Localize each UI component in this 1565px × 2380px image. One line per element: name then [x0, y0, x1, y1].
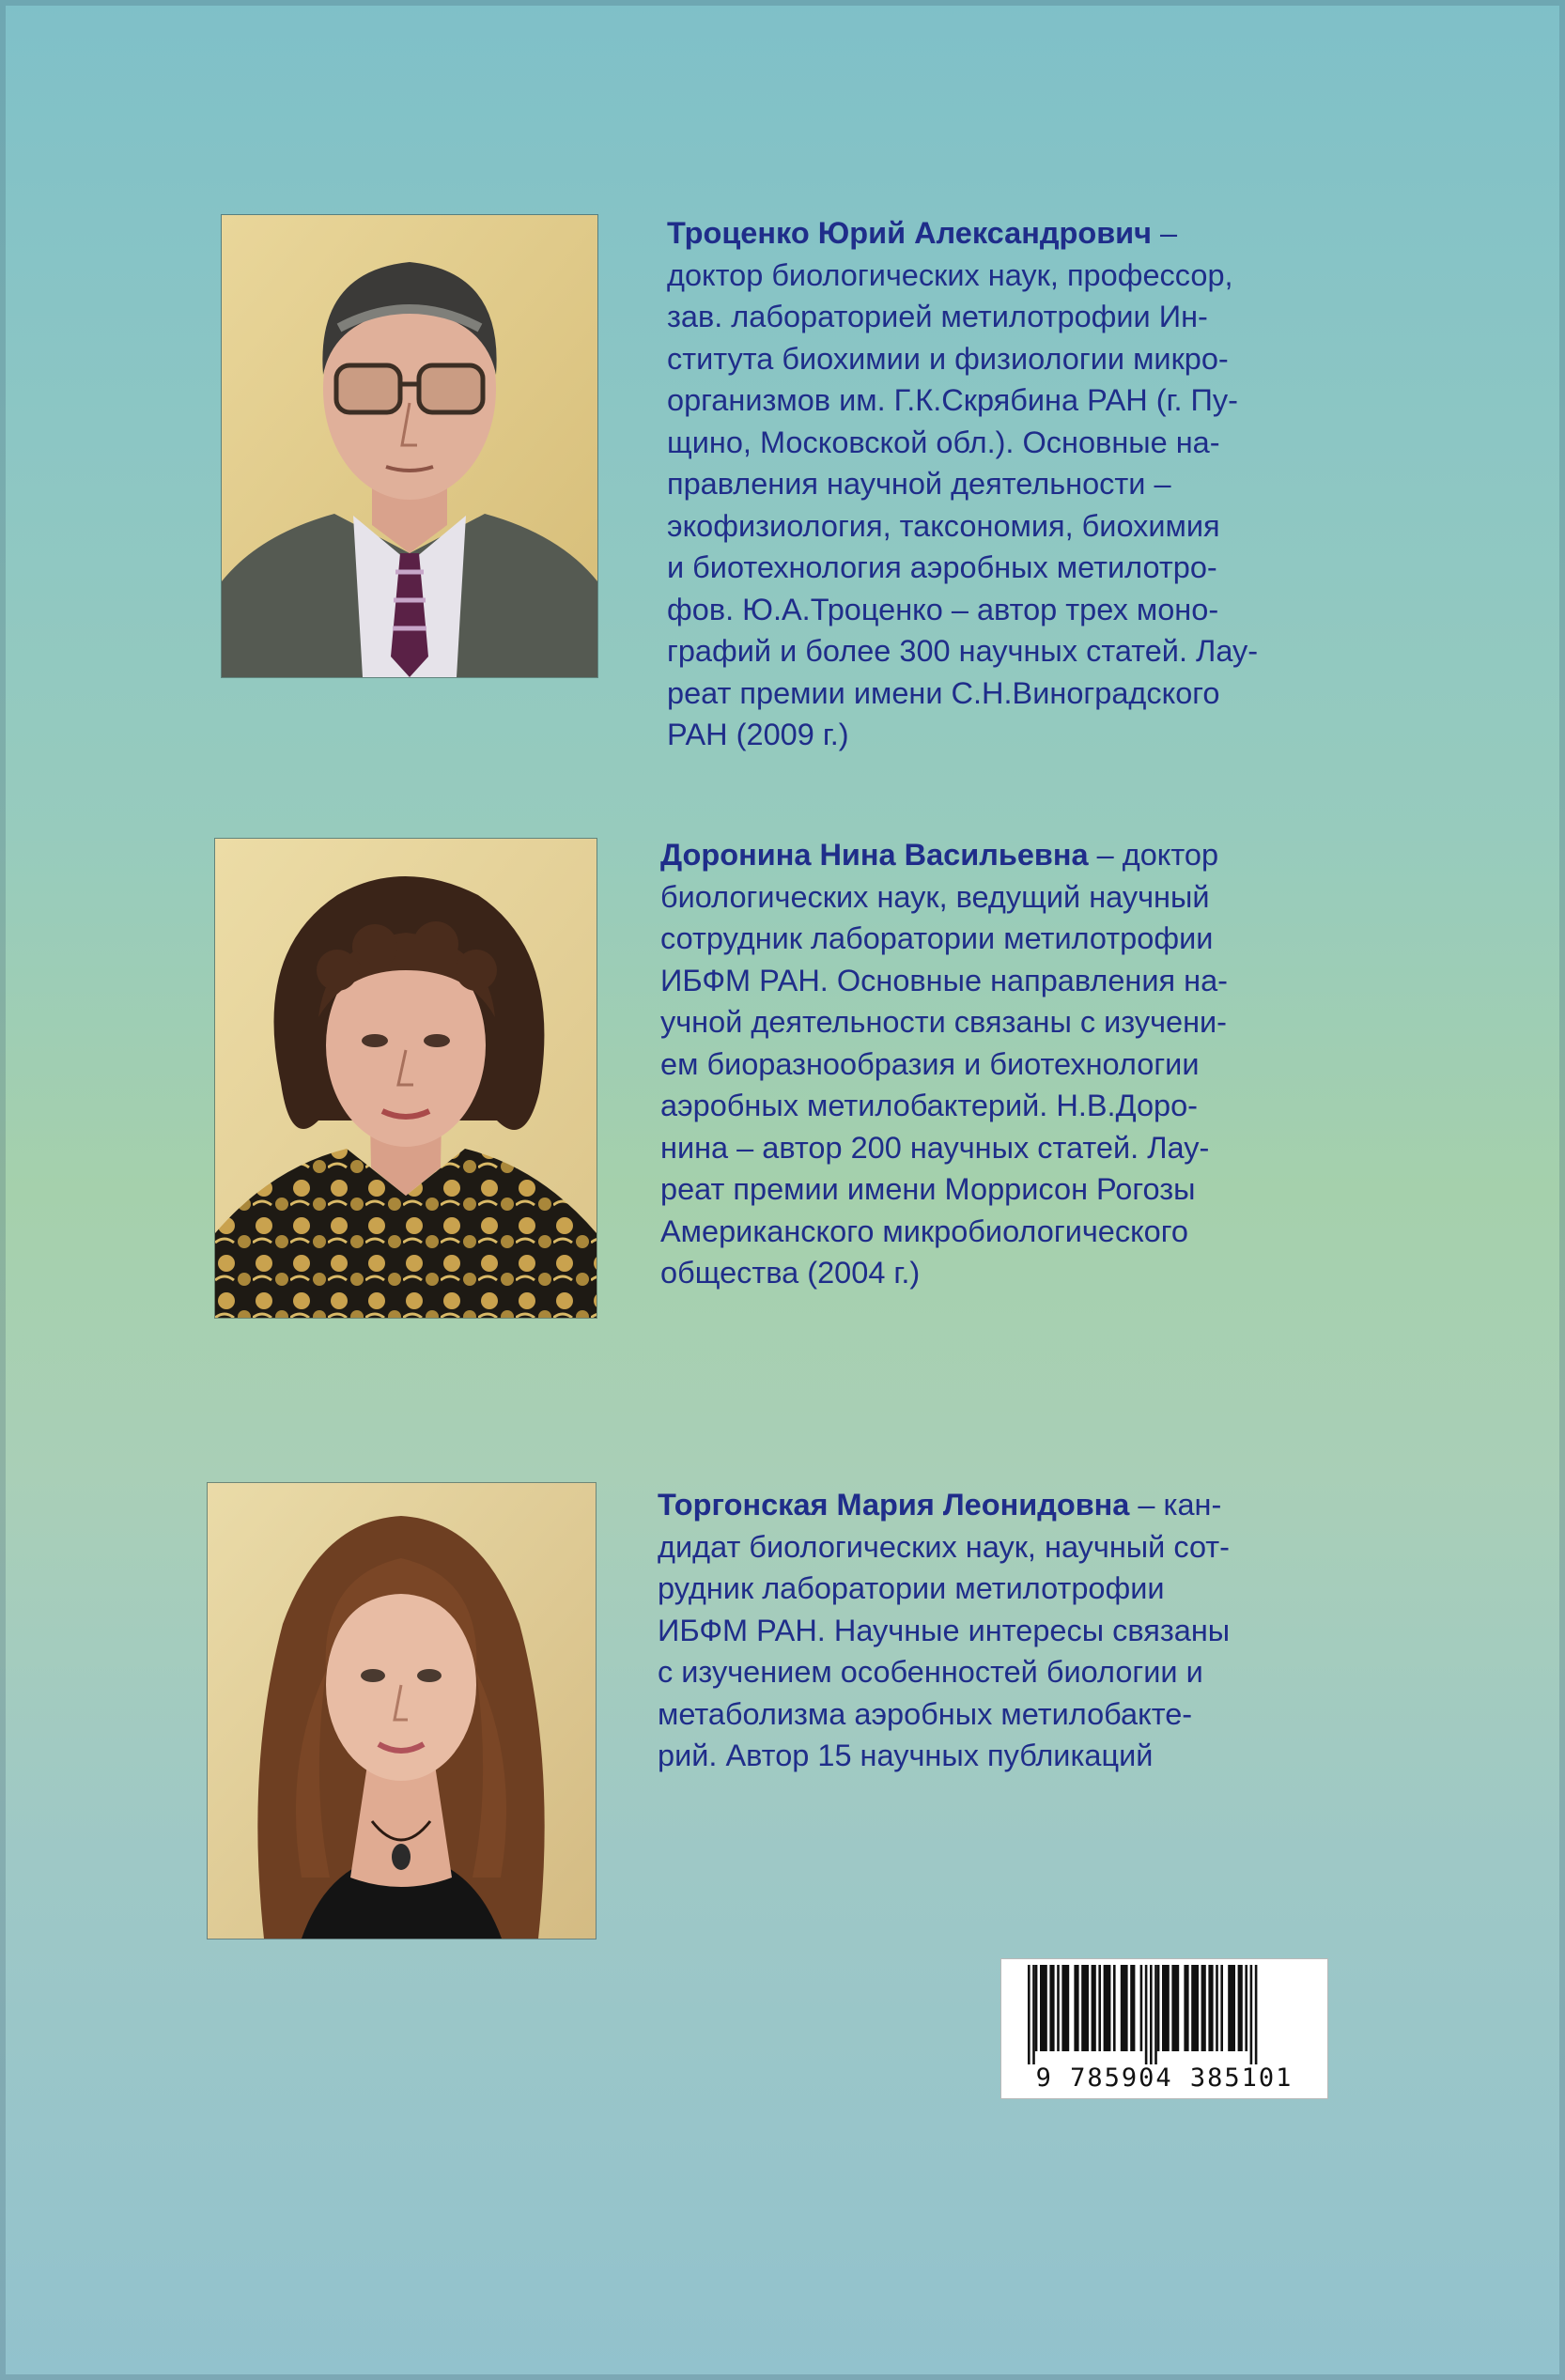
- barcode-digits: 9 785904 385101: [1035, 2063, 1294, 2093]
- bio-line: биологических наук, ведущий научный: [660, 879, 1210, 914]
- bio-line: [667, 212, 1360, 255]
- bio-line: с изучением особенностей биологии и: [658, 1655, 1203, 1689]
- portrait-photo-torgonskaya: [207, 1482, 597, 1940]
- bio-line: организмов им. Г.К.Скрябина РАН (г. Пу-: [667, 383, 1238, 417]
- bio-line: учной деятельности связаны с изучени-: [660, 1005, 1227, 1039]
- author-bio-trotsenko: [667, 212, 1360, 756]
- author-name: Торгонская Мария Леонидовна: [658, 1488, 1130, 1522]
- author-name: Доронина Нина Васильевна: [660, 838, 1089, 872]
- barcode-icon: [1001, 1965, 1327, 2070]
- bio-line: ем биоразнообразия и биотехнологии: [660, 1046, 1200, 1081]
- portrait-woman-icon: [208, 1483, 596, 1939]
- name-dash: – доктор: [1088, 838, 1219, 872]
- bio-line: аэробных метилобактерий. Н.В.Доро-: [660, 1089, 1198, 1122]
- bio-line: доктор биологических наук, профессор,: [667, 257, 1233, 292]
- name-dash: –: [1152, 216, 1178, 250]
- bio-line: Американского микробиологического: [660, 1213, 1188, 1248]
- bio-line: графий и более 300 научных статей. Лау-: [667, 634, 1259, 668]
- bio-line: щино, Московской обл.). Основные на-: [667, 425, 1220, 459]
- author-bio-doronina: [660, 834, 1360, 1294]
- bio-line: нина – автор 200 научных статей. Лау-: [660, 1130, 1210, 1165]
- bio-line: фов. Ю.А.Троценко – автор трех моно-: [667, 592, 1219, 626]
- bio-line: правления научной деятельности –: [667, 467, 1171, 501]
- bio-line: дидат биологических наук, научный сот-: [658, 1529, 1231, 1564]
- bio-line: общества (2004 г.): [660, 1256, 921, 1290]
- name-dash: – кан-: [1129, 1488, 1222, 1522]
- bio-line: ИБФМ РАН. Научные интересы связаны: [658, 1613, 1231, 1647]
- bio-line: и биотехнология аэробных метилотро-: [667, 550, 1217, 584]
- portrait-man-icon: [222, 215, 597, 677]
- portrait-woman-icon: [215, 839, 597, 1318]
- bio-line: [658, 1484, 1360, 1526]
- bio-line: метаболизма аэробных метилобакте-: [658, 1696, 1193, 1731]
- bio-line: реат премии имени С.Н.Виноградского: [667, 675, 1220, 710]
- bio-line: [660, 834, 1360, 876]
- isbn-barcode: [1000, 1958, 1328, 2099]
- bio-line: рудник лаборатории метилотрофии: [658, 1571, 1165, 1605]
- portrait-photo-doronina: [214, 838, 597, 1319]
- bio-line: ститута биохимии и физиологии микро-: [667, 341, 1229, 376]
- bio-line: РАН (2009 г.): [667, 718, 849, 751]
- bio-line: зав. лабораторией метилотрофии Ин-: [667, 300, 1208, 333]
- bio-line: рий. Автор 15 научных публикаций: [658, 1739, 1154, 1772]
- author-name: Троценко Юрий Александрович: [667, 216, 1153, 250]
- portrait-photo-trotsenko: [221, 214, 598, 678]
- author-bio-torgonskaya: [658, 1484, 1360, 1777]
- bio-line: реат премии имени Моррисон Рогозы: [660, 1172, 1196, 1206]
- bio-line: ИБФМ РАН. Основные направления на-: [660, 963, 1228, 997]
- bio-line: экофизиология, таксономия, биохимия: [667, 508, 1220, 543]
- bio-line: сотрудник лаборатории метилотрофии: [660, 921, 1214, 955]
